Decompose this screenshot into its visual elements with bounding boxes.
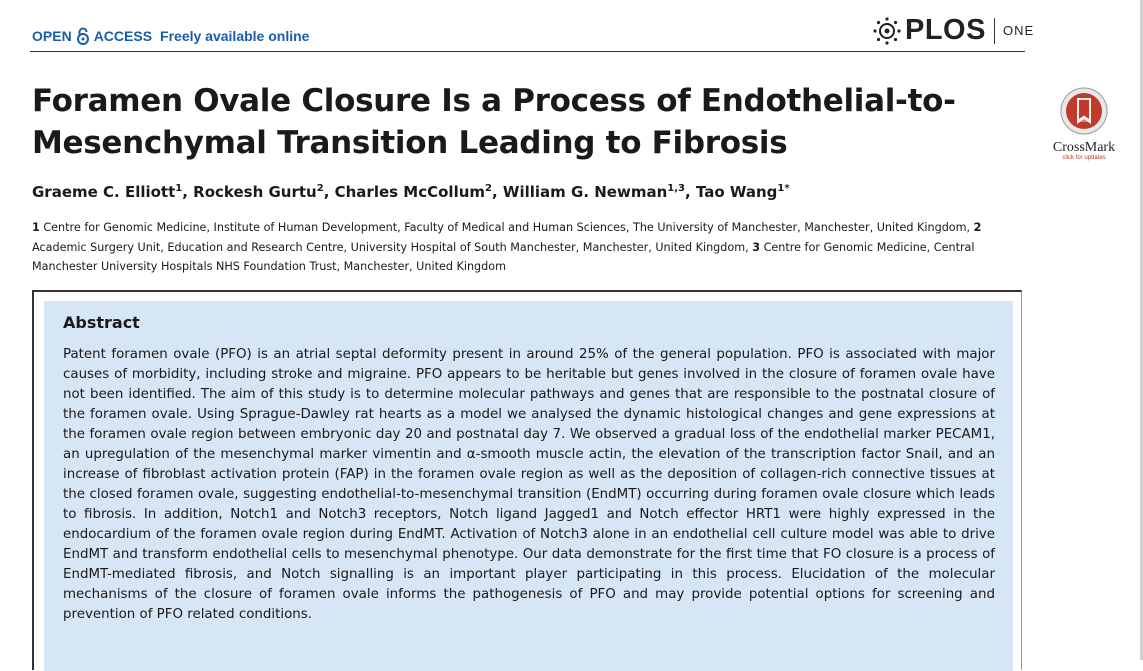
- journal-suffix: ONE: [1002, 23, 1035, 38]
- affiliation-text: Academic Surgery Unit, Education and Research Centre, University Hospital of South Manchester, Manchester, United Kingdom,: [32, 240, 749, 254]
- plos-logo-icon: [872, 16, 902, 46]
- author-3[interactable]: Charles McCollum$^2$,: [334, 183, 503, 201]
- affiliation-number: 2: [973, 221, 982, 234]
- logo-divider: [994, 18, 995, 44]
- abstract-body: Patent foramen ovale (PFO) is an atrial septal deformity present in around 25% of the general population. PFO is associated with major causes of morbidity, including stroke and migraine. PFO appears to be heritable but genes involved in the closure of foramen ovale have not been identified. The aim of this study is to determine molecular pathways and genes that are responsible to the postnatal closure of the foramen ovale. Using Sprague-Dawley rat hearts as a model we analysed the dynamic histological changes and gene expressions at the foramen ovale region between embryonic day 20 and postnatal day 7. We observed a gradual loss of the endothelial marker PECAM1, an upregulation of the mesenchymal marker vimentin and α-smooth muscle actin, the elevation of the transcription factor Snail, and an increase of fibroblast activation protein (FAP) in the foramen ovale region as well as the deposition of collagen-rich connective tissues at the closed foramen ovale, suggesting endothelial-to-mesenchymal transition (EndMT) occurring during foramen ovale closure which leads to fibrosis. In addition, Notch1 and Notch3 receptors, Notch ligand Jagged1 and Notch effector HRT1 were highly expressed in the endocardium of the foramen ovale region during EndMT. Activation of Notch3 alone in an endothelial cell culture model was able to drive EndMT and transform endothelial cells to mesenchymal phenotype. Our data demonstrate for the first time that FO closure is a process of EndMT-mediated fibrosis, and Notch signalling is an important player participating in this process. Elucidation of the molecular mechanisms of the closure of foramen ovale informs the pathogenesis of PFO and may provide potential options for screening and prevention of PFO related conditions.: [63, 347, 995, 622]
- crossmark-badge[interactable]: [1043, 86, 1125, 162]
- open-access-badge[interactable]: [32, 27, 309, 45]
- journal-logo[interactable]: [872, 14, 1034, 47]
- author-5[interactable]: Tao Wang$^{1*}$: [695, 183, 790, 201]
- freely-available-label: Freely available online: [160, 28, 310, 44]
- author-1[interactable]: Graeme C. Elliott$^1$,: [32, 183, 194, 201]
- crossmark-label: CrossMark: [1052, 140, 1116, 155]
- open-label: OPEN: [32, 28, 72, 44]
- crossmark-icon: [1059, 86, 1109, 136]
- access-label: ACCESS: [93, 28, 153, 44]
- author-2[interactable]: Rockesh Gurtu$^2$,: [193, 183, 335, 201]
- abstract-heading: Abstract: [63, 313, 140, 332]
- open-lock-icon: [76, 27, 90, 45]
- affiliation-number: 1: [32, 221, 40, 234]
- crossmark-sublabel: click for updates: [1062, 155, 1106, 161]
- affiliations: [32, 218, 1032, 277]
- article-title: Foramen Ovale Closure Is a Process of Endothelial-to-Mesenchymal Transition Leading to Fibrosis: [32, 83, 956, 161]
- header-rule: [30, 51, 1025, 52]
- author-4[interactable]: William G. Newman$^{1,3}$,: [502, 183, 696, 201]
- author-list: [32, 183, 790, 201]
- affiliation-number: 3: [752, 240, 761, 254]
- journal-name: PLOS: [905, 14, 986, 46]
- affiliation-text: Centre for Genomic Medicine, Institute of Human Development, Faculty of Medical and Human Sciences, The University of Manchester, Manchester, United Kingdom,: [43, 221, 971, 234]
- affiliation-text: Centre for Genomic Medicine, Central Manchester University Hospitals NHS Foundation Trust, Manchester, United Kingdom: [32, 240, 975, 273]
